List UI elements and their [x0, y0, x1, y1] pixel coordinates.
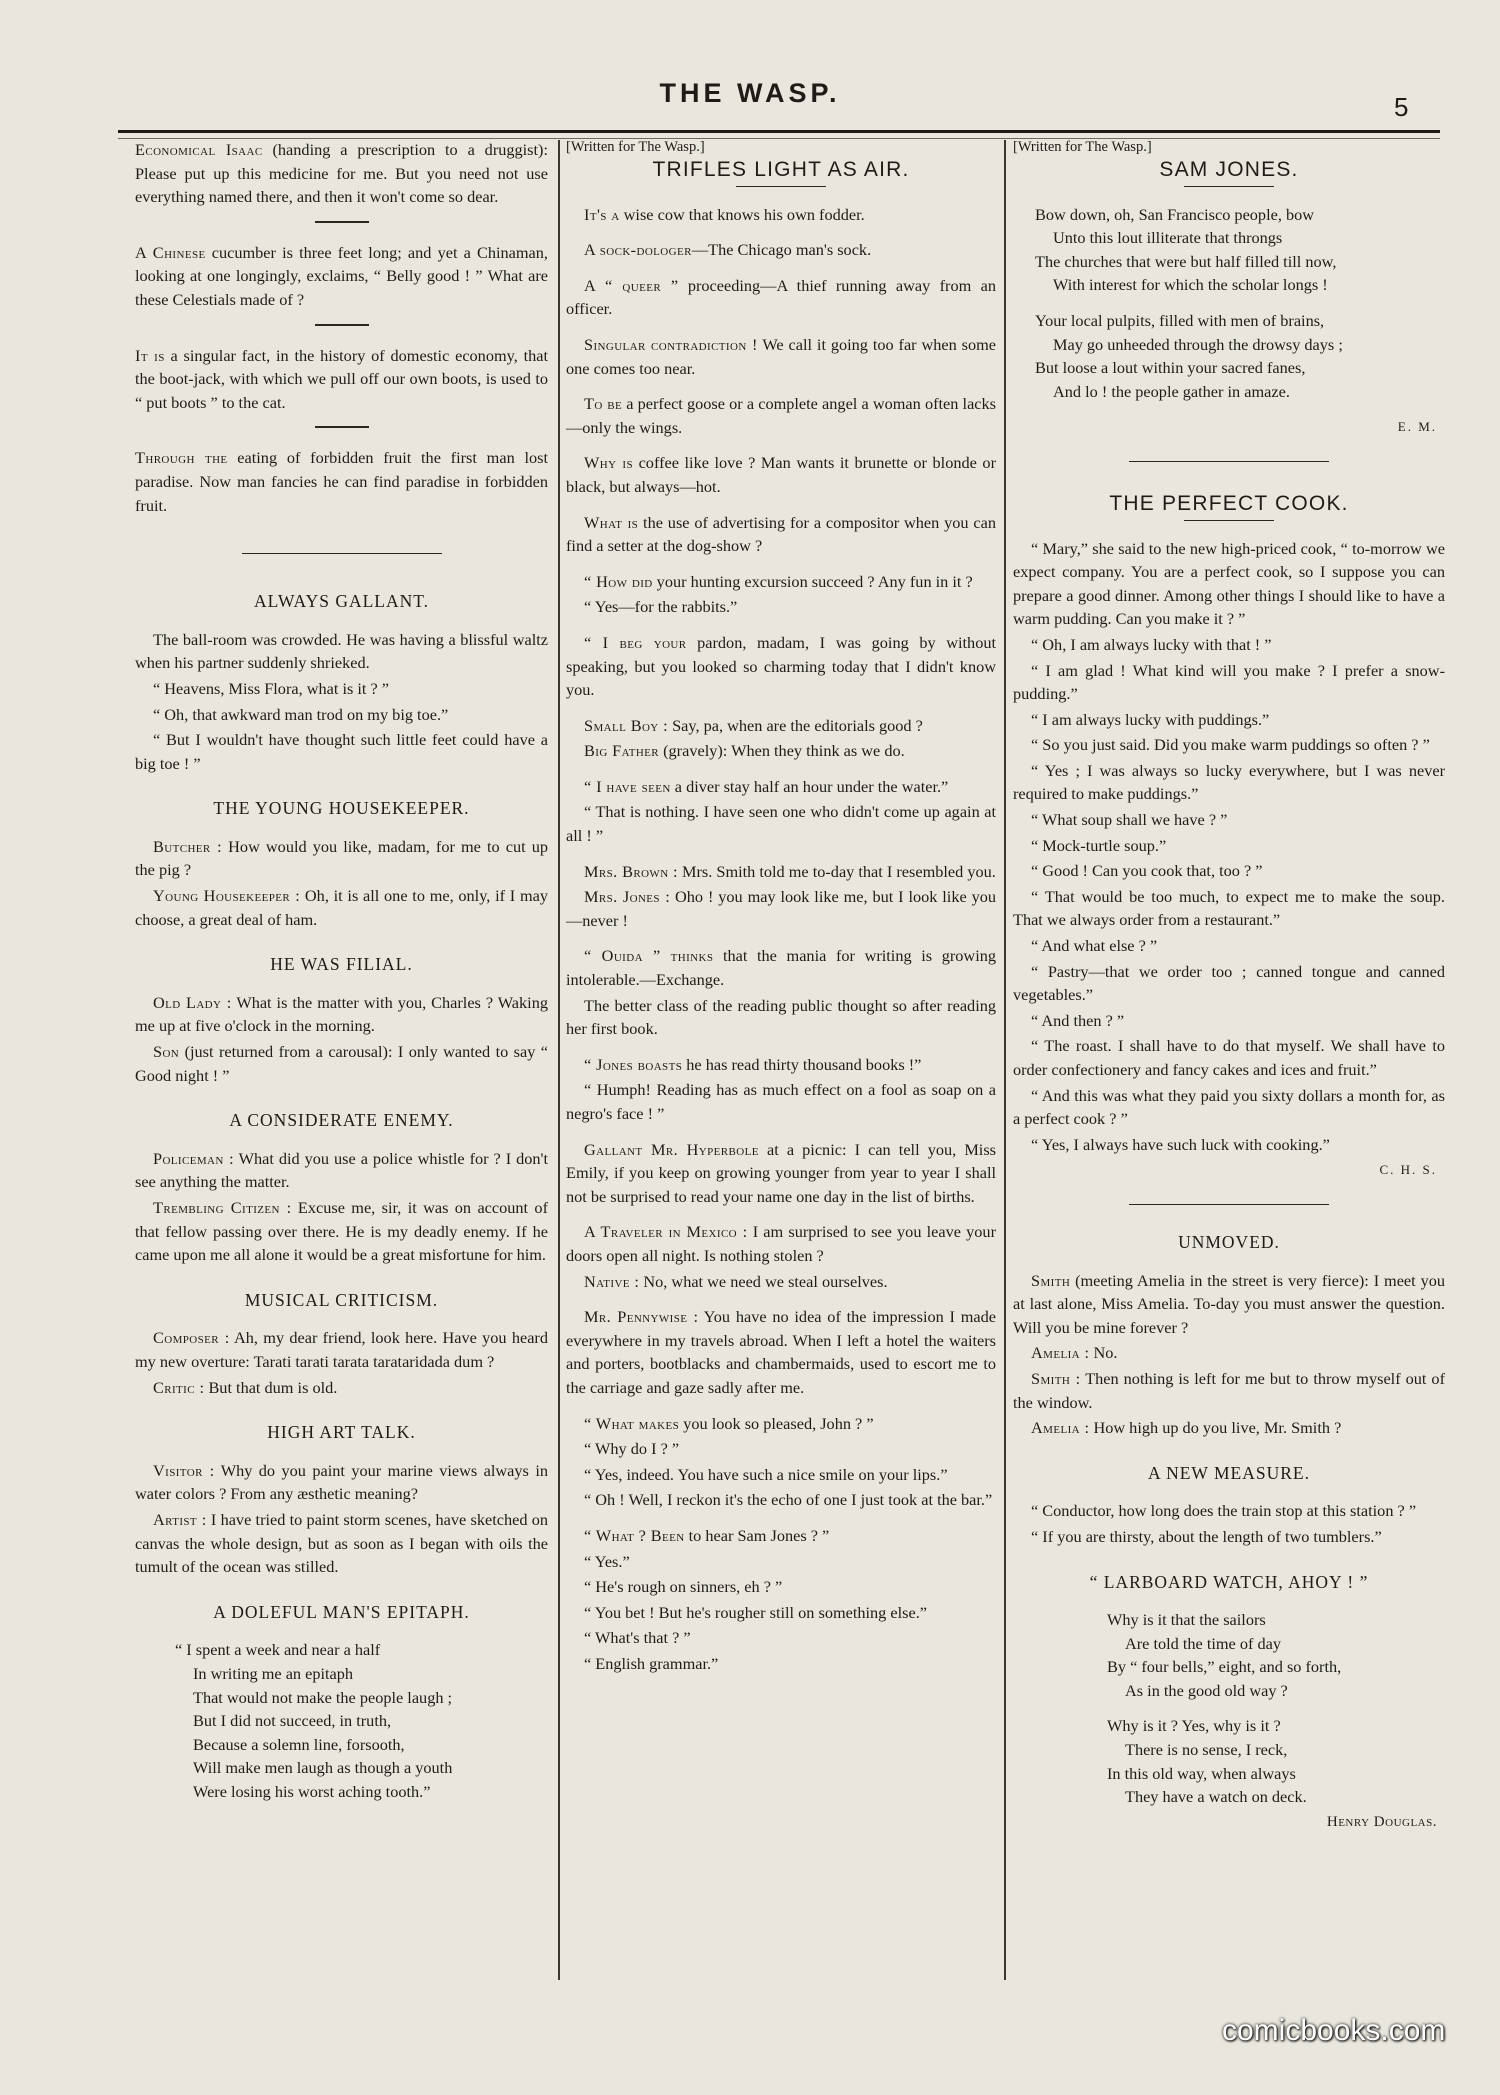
paragraph-text: Then nothing is left for me but to throw myself out of the window.: [1013, 1368, 1445, 1412]
speaker: Son: [153, 1042, 180, 1062]
poem-line: Will make men laugh as though a youth: [193, 1758, 453, 1778]
paragraph: [566, 392, 996, 439]
section-title: HIGH ART TALK.: [267, 1422, 416, 1443]
paragraph: [135, 138, 548, 209]
poem-line: Because a solemn line, forsooth,: [193, 1734, 405, 1754]
speaker: Critic :: [153, 1377, 205, 1397]
poem-line: Unto this lout illiterate that throngs: [1053, 228, 1283, 248]
poem-line: Why is it ? Yes, why is it ?: [1107, 1716, 1281, 1736]
paragraph-text: a perfect goose or a complete angel a woman often lacks—only the wings.: [566, 394, 997, 437]
paragraph: [566, 885, 996, 932]
paragraph: “ Oh, I am always lucky with that ! ”: [1031, 634, 1272, 654]
paragraph-text: Say, pa, when are the editorials good ?: [668, 715, 923, 735]
paragraph-text: How would you like, madam, for me to cut up the pig ?: [135, 836, 548, 880]
signature: C. H. S.: [1379, 1162, 1437, 1178]
poem-line: Are told the time of day: [1125, 1633, 1281, 1653]
paragraph-text: to hear Sam Jones ? ”: [684, 1525, 830, 1545]
speaker: Big Father: [584, 741, 660, 761]
paragraph: “ Oh, that awkward man trod on my big toe.”: [153, 704, 449, 724]
paragraph-text: I have tried to paint storm scenes, have sketched on canvas the whole design, but as soon as I began with oils the tumult of the ocean was stilled.: [135, 1509, 548, 1577]
lead-in: “ What ? Been: [584, 1525, 685, 1545]
paragraph: “ Mock-turtle soup.”: [1031, 835, 1167, 855]
paragraph: [135, 991, 548, 1038]
lead-in: Gallant Mr. Hyperbole: [584, 1139, 759, 1159]
paragraph: [135, 1196, 548, 1267]
signature: Henry Douglas.: [1326, 1813, 1437, 1830]
paragraph-text: (handing a prescription to a druggist): Please put up this medicine for me. But you need not use everything named there, and then it won't come so dear.: [135, 140, 548, 207]
paragraph: [566, 1138, 996, 1209]
paragraph-text: eating of forbidden fruit the first man lost paradise. Now man fancies he can find paradise in forbidden fruit.: [135, 448, 548, 515]
paragraph: “ Mary,” she said to the new high-priced cook, “ to-morrow we expect company. You are a perfect cook, so I suppose you can prepare a good dinner. Among other things I should like to have a warm pudding. Can you make it ? ”: [1013, 538, 1445, 629]
divider: [315, 324, 369, 326]
paragraph-text: Why do you paint your marine views always in water colors ? From any æsthetic meaning?: [135, 1460, 548, 1504]
paragraph: “ I am always lucky with puddings.”: [1031, 709, 1270, 729]
speaker: Visitor :: [153, 1460, 215, 1480]
paragraph: “ And this was what they paid you sixty dollars a month for, as a perfect cook ? ”: [1013, 1085, 1445, 1129]
speaker: Mrs. Brown :: [584, 861, 678, 881]
paragraph: [135, 1376, 548, 1400]
paragraph-text: You have no idea of the impression I made everywhere in my travels abroad. When I left a hotel the waiters and porters, bootblacks and chambermaids, used to escort me to the carriage and gaze sadly after me.: [566, 1307, 997, 1397]
poem-line: Bow down, oh, San Francisco people, bow: [1035, 204, 1315, 224]
speaker: Amelia :: [1031, 1343, 1090, 1363]
paragraph-text: you look so pleased, John ? ”: [679, 1413, 874, 1433]
section-title: HE WAS FILIAL.: [270, 954, 413, 975]
column-2: [566, 138, 996, 1677]
paragraph-text: coffee like love ? Man wants it brunette or blonde or black, but always—hot.: [566, 453, 996, 496]
poem-line: That would not make the people laugh ;: [193, 1687, 453, 1707]
paragraph-text: The better class of the reading public thought so after reading her first book.: [566, 995, 996, 1039]
poem-line: In writing me an epitaph: [193, 1663, 354, 1683]
paragraph-text: “ Yes, indeed. You have such a nice smile on your lips.”: [584, 1464, 948, 1484]
paragraph-text: the use of advertising for a compositor when you can find a setter at the dog-show ?: [566, 512, 997, 556]
paragraph: [566, 714, 996, 738]
paragraph: [566, 1053, 996, 1077]
sam-jones-poem: [1035, 203, 1445, 404]
section-title: MUSICAL CRITICISM.: [244, 1289, 439, 1310]
paragraph-text: that the mania for writing is growing intolerable.—Exchange.: [566, 946, 996, 990]
paragraph: [566, 1305, 996, 1399]
paragraph: [566, 1652, 996, 1676]
paragraph-text: “ Yes.”: [584, 1551, 630, 1571]
paragraph-text: your hunting excursion succeed ? Any fun in it ?: [652, 571, 973, 591]
paragraph: [566, 775, 996, 799]
speaker: Smith: [1031, 1270, 1071, 1290]
paragraph: “ The roast. I shall have to do that myself. We shall have to order confectionery and fancy cakes and ices and fruit.”: [1013, 1036, 1445, 1079]
watermark: comicbooks.com: [1222, 2014, 1446, 2047]
section-title: TRIFLES LIGHT AS AIR.: [652, 158, 910, 181]
stanza: [1107, 1608, 1445, 1702]
paragraph: [566, 274, 996, 321]
paragraph: [566, 1575, 996, 1599]
larboard-poem: [1107, 1608, 1445, 1809]
paragraph: “ That would be too much, to expect me to make the soup. That we always order from a restaurant.”: [1013, 886, 1445, 930]
paragraph: [135, 1040, 548, 1087]
paragraph-text: Oh, it is all one to me, only, if I may choose, a great deal of ham.: [135, 886, 548, 929]
poem-line: There is no sense, I reck,: [1125, 1740, 1288, 1760]
section-title: UNMOVED.: [1178, 1231, 1280, 1252]
paragraph: [135, 241, 548, 312]
section-title: ALWAYS GALLANT.: [253, 591, 430, 612]
speaker: Mr. Pennywise :: [584, 1307, 699, 1327]
paragraph-text: a singular fact, in the history of domestic economy, that the boot-jack, with which we pull off our own boots, is used to “ put boots ” to the cat.: [135, 345, 548, 412]
lead-in: “ Jones boasts: [584, 1054, 683, 1074]
column-3: [1013, 138, 1445, 1834]
column-1: [135, 138, 548, 1803]
epitaph-poem: [175, 1638, 548, 1803]
section-title: THE YOUNG HOUSEKEEPER.: [213, 798, 470, 819]
speaker: Native :: [584, 1271, 640, 1291]
paragraph: “ Heavens, Miss Flora, what is it ? ”: [153, 678, 390, 698]
section-title: THE PERFECT COOK.: [1109, 491, 1349, 515]
paragraph-text: I am surprised to see you leave your doors open all night. Is nothing stolen ?: [566, 1222, 996, 1265]
poem-line: They have a watch on deck.: [1125, 1787, 1307, 1807]
paragraph: [1013, 1341, 1445, 1365]
paragraph: [1013, 1269, 1445, 1340]
poem-line: With interest for which the scholar longs !: [1053, 275, 1328, 295]
paragraph-text: No.: [1089, 1343, 1118, 1363]
column-divider: [1004, 140, 1006, 1980]
paragraph: “ But I wouldn't have thought such little feet could have a big toe ! ”: [135, 730, 548, 773]
poem-line: By “ four bells,” eight, and so forth,: [1107, 1657, 1342, 1677]
paragraph: [566, 1437, 996, 1461]
poem-line: Your local pulpits, filled with men of brains,: [1035, 310, 1325, 330]
lead-in: Why is: [584, 453, 634, 473]
speaker: Composer :: [153, 1328, 230, 1348]
paragraph: [566, 1524, 996, 1548]
paragraph-text: What is the matter with you, Charles ? Waking me up at five o'clock in the morning.: [135, 992, 548, 1036]
lead-in: A sock-dologer: [584, 240, 692, 260]
paragraph: “ Good ! Can you cook that, too ? ”: [1031, 861, 1263, 881]
lead-in: “ I have seen: [584, 776, 671, 796]
paragraph-text: proceeding—A thief running away from an officer.: [566, 275, 996, 319]
paragraph: [566, 800, 996, 847]
paragraph: “ And what else ? ”: [1031, 936, 1158, 956]
poem-line: Were losing his worst aching tooth.”: [193, 1781, 431, 1801]
poem-line: “ I spent a week and near a half: [175, 1640, 381, 1660]
paragraph-text: “ Oh ! Well, I reckon it's the echo of one I just took at the bar.”: [584, 1490, 993, 1510]
divider: [315, 426, 369, 428]
written-for-note: [Written for The Wasp.]: [566, 139, 705, 155]
section-title: “ LARBOARD WATCH, AHOY ! ”: [1089, 1571, 1369, 1592]
title-underline: [1184, 520, 1274, 521]
paragraph-text: How high up do you live, Mr. Smith ?: [1089, 1418, 1342, 1438]
section-title: A CONSIDERATE ENEMY.: [229, 1110, 454, 1131]
paragraph-text: “ What's that ? ”: [584, 1628, 691, 1648]
paragraph: [566, 1463, 996, 1487]
paragraph: [566, 1601, 996, 1625]
paragraph: [566, 860, 996, 884]
paragraph: The ball-room was crowded. He was having a blissful waltz when his partner suddenly shrieked.: [135, 629, 548, 673]
paragraph: [566, 1270, 996, 1294]
paragraph: [1013, 1416, 1445, 1440]
paragraph: [566, 1626, 996, 1650]
lead-in: A Chinese: [135, 242, 206, 262]
speaker: Young Housekeeper :: [153, 886, 301, 906]
lead-in: “ What makes: [584, 1413, 680, 1433]
lead-in: “ Ouida ” thinks: [584, 946, 714, 966]
poem-line: But loose a lout within your sacred fanes,: [1035, 358, 1306, 378]
paragraph: [566, 944, 996, 991]
paragraph-text: “ He's rough on sinners, eh ? ”: [584, 1577, 783, 1597]
section-title: A DOLEFUL MAN'S EPITAPH.: [213, 1601, 470, 1622]
paragraph-text: No, what we need we steal ourselves.: [639, 1271, 888, 1291]
paragraph: [566, 739, 996, 763]
paragraph: [566, 1550, 996, 1574]
paragraph: [135, 1459, 548, 1506]
paragraph: [566, 238, 996, 262]
paragraph-text: —The Chicago man's sock.: [691, 240, 872, 260]
paragraph-text: (meeting Amelia in the street is very fierce): I meet you at last alone, Miss Amelia. To-day you must answer the question. Will you be mine forever ?: [1013, 1270, 1445, 1337]
paragraph-text: a diver stay half an hour under the water.”: [670, 776, 949, 796]
paragraph-text: But that dum is old.: [204, 1377, 338, 1397]
paragraph: [135, 835, 548, 882]
section-title: A NEW MEASURE.: [1148, 1462, 1310, 1483]
paragraph-text: “ You bet ! But he's rougher still on something else.”: [584, 1602, 927, 1622]
paragraph: [135, 884, 548, 931]
lead-in: Singular contradiction !: [584, 334, 758, 354]
column-divider: [558, 140, 560, 1980]
paragraph: “ Pastry—that we order too ; canned tongue and canned vegetables.”: [1013, 961, 1445, 1005]
paragraph-text: Oho ! you may look like me, but I look like you—never !: [566, 887, 996, 930]
paragraph-text: (gravely): When they think as we do.: [659, 741, 905, 761]
paragraph: [135, 344, 548, 415]
stanza: [1035, 203, 1445, 297]
lead-in: To be: [584, 394, 623, 414]
divider: [315, 221, 369, 223]
paragraph: [566, 1220, 996, 1267]
poem-line: But I did not succeed, in truth,: [193, 1711, 392, 1731]
masthead: THE WASP.: [659, 78, 841, 108]
speaker: Mrs. Jones :: [584, 887, 671, 907]
lead-in: A “ queer ”: [584, 275, 679, 295]
paragraph: [566, 451, 996, 498]
paragraph-text: “ That is nothing. I have seen one who didn't come up again at all ! ”: [566, 802, 996, 846]
speaker: Butcher :: [153, 836, 223, 856]
stanza: [1107, 1714, 1445, 1808]
paragraph-text: he has read thirty thousand books !”: [682, 1054, 922, 1074]
speaker: Artist :: [153, 1509, 207, 1529]
paragraph-text: Ah, my dear friend, look here. Have you heard my new overture: Tarati tarati tarata tarataridada dum ?: [135, 1328, 548, 1371]
paragraph-text: Mrs. Smith told me to-day that I resembled you.: [677, 861, 996, 881]
speaker: Small Boy :: [584, 715, 669, 735]
lead-in: “ How did: [584, 571, 653, 591]
lead-in: It is: [135, 345, 165, 365]
paragraph: “ What soup shall we have ? ”: [1031, 810, 1228, 830]
paragraph-text: What did you use a police whistle for ? I don't see anything the matter.: [135, 1148, 548, 1192]
header-rule: [118, 130, 1440, 133]
lead-in: Economical Isaac: [135, 140, 263, 159]
page-number: 5: [1394, 92, 1409, 122]
section-divider: [1129, 1204, 1329, 1205]
poem-line: As in the good old way ?: [1125, 1680, 1288, 1700]
paragraph-text: pardon, madam, I was going by without speaking, but you looked so charming today that I didn't know you.: [566, 632, 997, 700]
lead-in: “ I beg your: [584, 632, 687, 652]
paragraph-text: (just returned from a carousal): I only wanted to say “ Good night ! ”: [135, 1042, 548, 1085]
paragraph-text: at a picnic: I can tell you, Miss Emily, if you keep on growing younger from year to year I shall not be surprised to read your name one day in the list of births.: [566, 1139, 996, 1206]
speaker: Policeman :: [153, 1148, 234, 1168]
stanza: [1035, 309, 1445, 403]
paragraph: [566, 511, 996, 558]
paragraph: [566, 570, 996, 594]
poem-line: The churches that were but half filled till now,: [1035, 251, 1337, 271]
paragraph: [566, 1078, 996, 1125]
title-underline: [736, 186, 826, 187]
poem-line: In this old way, when always: [1107, 1763, 1296, 1783]
speaker: A Traveler in Mexico :: [584, 1222, 748, 1242]
paragraph: [135, 446, 548, 517]
section-divider: [242, 553, 442, 554]
speaker: Amelia :: [1031, 1418, 1090, 1438]
section-title: SAM JONES.: [1159, 158, 1299, 181]
poem-line: And lo ! the people gather in amaze.: [1053, 381, 1290, 401]
paragraph: [566, 1488, 996, 1512]
title-underline: [1184, 186, 1274, 187]
paragraph: “ I am glad ! What kind will you make ? I prefer a snow-pudding.”: [1013, 660, 1445, 704]
speaker: Trembling Citizen :: [153, 1198, 292, 1217]
written-for-note: [Written for The Wasp.]: [1013, 139, 1152, 155]
paragraph-text: cucumber is three feet long; and yet a Chinaman, looking at one longingly, exclaims, “ Belly good ! ” What are these Celestials made of ?: [135, 242, 548, 309]
paragraph-text: We call it going too far when some one comes too near.: [566, 334, 996, 378]
section-divider: [1129, 461, 1329, 462]
paragraph: “ So you just said. Did you make warm puddings so often ? ”: [1031, 735, 1430, 755]
paragraph: [566, 595, 996, 619]
paragraph: “ And then ? ”: [1031, 1010, 1125, 1030]
paragraph: “ Yes ; I was always so lucky everywhere, but I was never required to make puddings.”: [1013, 760, 1445, 804]
paragraph: [1013, 1367, 1445, 1414]
paragraph: [135, 1508, 548, 1579]
lead-in: Through the: [135, 448, 228, 468]
paragraph: “ Yes, I always have such luck with cooking.”: [1031, 1134, 1330, 1154]
paragraph: [566, 631, 996, 702]
paragraph-text: “ English grammar.”: [584, 1653, 719, 1673]
paragraph-text: “ Yes—for the rabbits.”: [584, 597, 738, 617]
speaker: Smith :: [1031, 1368, 1081, 1388]
paragraph: [566, 994, 996, 1041]
paragraph: [135, 1326, 548, 1373]
paragraph: [135, 1147, 548, 1194]
paragraph: [566, 1412, 996, 1436]
lead-in: It's a: [584, 204, 620, 224]
paragraph: [566, 203, 996, 227]
paragraph-text: “ Humph! Reading has as much effect on a fool as soap on a negro's face ! ”: [566, 1080, 996, 1123]
paragraph-text: Excuse me, sir, it was on account of that fellow passing over there. He is my deadly enemy. If he came upon me all alone it would be a great misfortune for him.: [135, 1198, 548, 1265]
paragraph-text: “ Why do I ? ”: [584, 1439, 680, 1459]
speaker: Old Lady :: [153, 992, 232, 1012]
signature: E. M.: [1397, 419, 1437, 435]
paragraph: “ If you are thirsty, about the length of two tumblers.”: [1031, 1526, 1382, 1546]
paragraph-text: wise cow that knows his own fodder.: [619, 204, 865, 224]
poem-line: Why is it that the sailors: [1107, 1610, 1266, 1630]
paragraph: “ Conductor, how long does the train stop at this station ? ”: [1031, 1501, 1417, 1521]
lead-in: What is: [584, 512, 639, 532]
poem-line: May go unheeded through the drowsy days ;: [1053, 334, 1343, 354]
paragraph: [566, 333, 996, 380]
